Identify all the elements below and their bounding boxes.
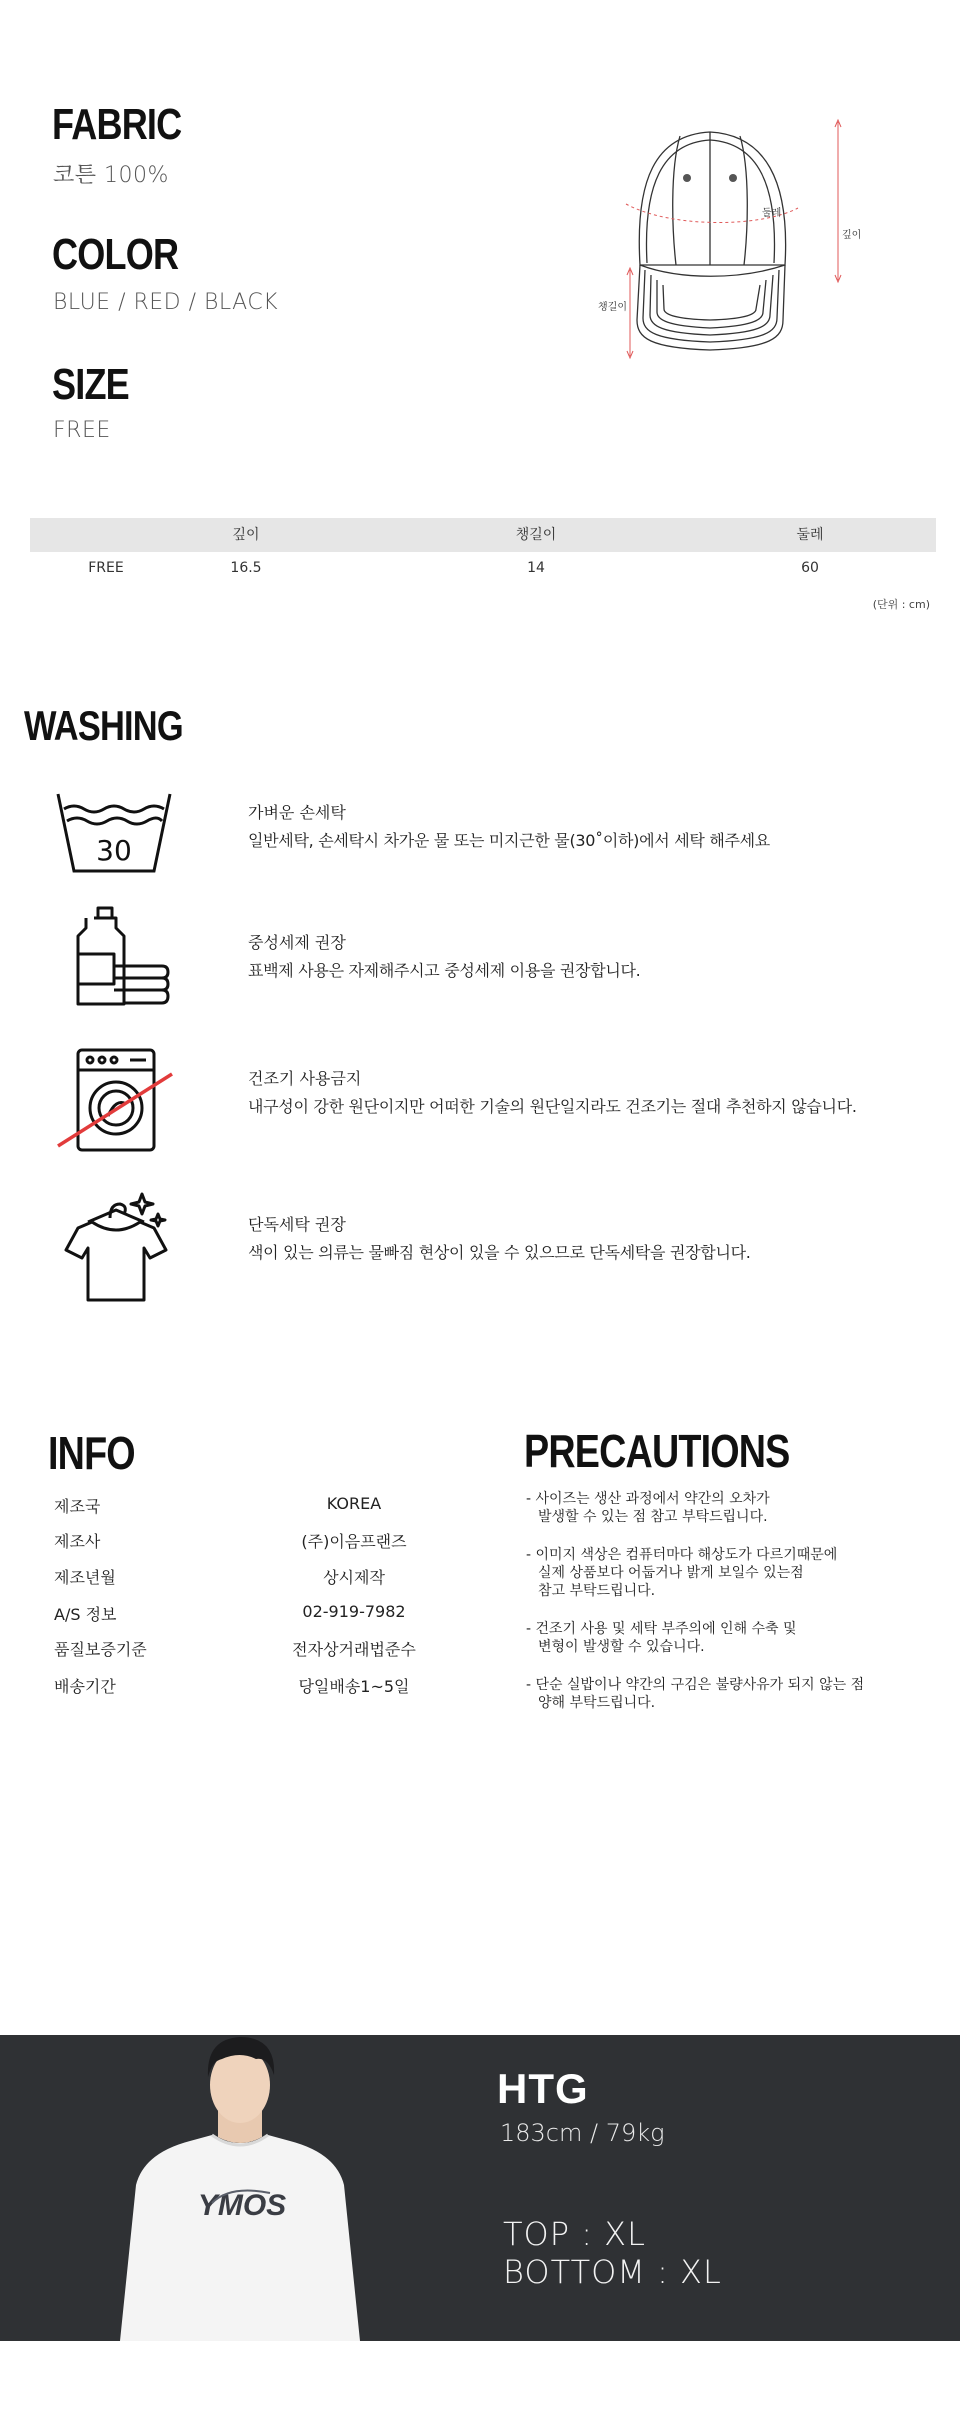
size-cell: 14 [527,560,545,576]
precaution-line: - 이미지 색상은 컴퓨터마다 해상도가 다르기때문에 [526,1547,838,1563]
info-value: (주)이음프랜즈 [301,1532,407,1551]
wash-item-title: 건조기 사용금지 [248,1069,362,1088]
precaution-line: 발생할 수 있는 점 참고 부탁드립니다. [538,1509,768,1525]
wash-item-desc: 일반세탁, 손세탁시 차가운 물 또는 미지근한 물(30˚이하)에서 세탁 해주세요 [248,831,770,850]
size-cell: 16.5 [230,560,262,576]
depth-label: 깊이 [842,230,862,241]
brim-label: 챙길이 [598,302,627,313]
wash-item [50,1188,930,1308]
info-value: 당일배송1~5일 [298,1677,410,1696]
fabric-value: 코튼 100% [53,163,169,188]
precaution-line: 참고 부탁드립니다. [538,1583,656,1599]
precaution-item [526,1620,926,1656]
info-label: 배송기간 [54,1677,116,1696]
color-value: BLUE / RED / BLACK [53,290,279,315]
size-cell: FREE [88,560,124,576]
info-row [54,1674,454,1710]
color-heading: COLOR [52,230,179,279]
wash-item-desc: 표백제 사용은 자제해주시고 중성세제 이용을 권장합니다. [248,961,641,980]
neutral-detergent-icon [50,906,180,1026]
size-table-header [30,518,936,552]
model-body-size: 183cm / 79kg [500,2119,665,2147]
precaution-item [526,1490,926,1526]
size-table [30,518,936,584]
info-heading: INFO [48,1427,135,1479]
wash-item-desc: 내구성이 강한 원단이지만 어떠한 기술의 원단일지라도 건조기는 절대 추천하지 않습니다. [248,1097,857,1116]
wash-item [50,776,930,896]
precaution-item [526,1676,926,1712]
info-row [54,1565,454,1601]
wash-item-title: 중성세제 권장 [248,933,346,952]
cap-crown [639,132,785,265]
size-cell: 60 [801,560,819,576]
wash-item-desc: 색이 있는 의류는 물빠짐 현상이 있을 수 있으므로 단독세탁을 권장합니다. [248,1243,751,1262]
svg-text:YMOS: YMOS [197,2189,287,2222]
precaution-item [526,1546,926,1600]
no-dryer-icon [50,1042,180,1162]
unit-note: (단위 : cm) [872,598,930,611]
separate-wash-shirt-icon [50,1188,180,1308]
info-row [54,1494,454,1530]
precaution-line: - 사이즈는 생산 과정에서 약간의 오차가 [526,1491,770,1507]
info-value: 상시제작 [323,1568,385,1587]
info-row [54,1602,454,1638]
info-label: A/S 정보 [54,1605,117,1624]
fabric-heading: FABRIC [52,100,182,149]
model-bottom-size: BOTTOM : XL [503,2253,722,2291]
precaution-line: 변형이 발생할 수 있습니다. [538,1639,705,1655]
cap-diagram [590,110,870,370]
info-row [54,1529,454,1565]
size-header-cell: 깊이 [232,527,260,543]
precautions-heading: PRECAUTIONS [524,1425,790,1477]
wash-item [50,906,930,1026]
size-header-cell: 챙길이 [515,527,557,543]
wash-item-title: 단독세탁 권장 [248,1215,346,1234]
size-heading: SIZE [52,360,129,409]
precaution-line: - 건조기 사용 및 세탁 부주의에 인해 수축 및 [526,1621,797,1637]
info-value: KOREA [326,1494,382,1513]
circumference-label: 둘레 [762,208,782,219]
model-banner [0,2035,960,2341]
size-table-row [30,552,936,584]
model-top-size: TOP : XL [503,2215,646,2253]
size-header-cell: 둘레 [796,527,824,543]
info-label: 제조국 [54,1497,101,1516]
info-value: 전자상거래법준수 [292,1640,416,1659]
wash-item-title: 가벼운 손세탁 [248,803,346,822]
info-label: 제조년월 [54,1568,116,1587]
info-label: 제조사 [54,1532,101,1551]
info-row [54,1637,454,1673]
wash-item [50,1042,930,1162]
precaution-line: 실제 상품보다 어둡거나 밝게 보일수 있는점 [538,1565,804,1581]
wash-temp-text: 30 [96,834,132,867]
washing-heading: WASHING [24,702,183,749]
hand-wash-30-icon [50,776,180,896]
precaution-line: 양해 부탁드립니다. [538,1695,656,1711]
model-name: HTG [497,2065,589,2112]
precaution-line: - 단순 실밥이나 약간의 구김은 불량사유가 되지 않는 점 [526,1677,865,1693]
size-value: FREE [53,418,111,443]
info-value: 02-919-7982 [302,1602,406,1621]
model-photo [100,2035,380,2341]
info-label: 품질보증기준 [54,1640,147,1659]
shirt-print [198,2189,286,2222]
